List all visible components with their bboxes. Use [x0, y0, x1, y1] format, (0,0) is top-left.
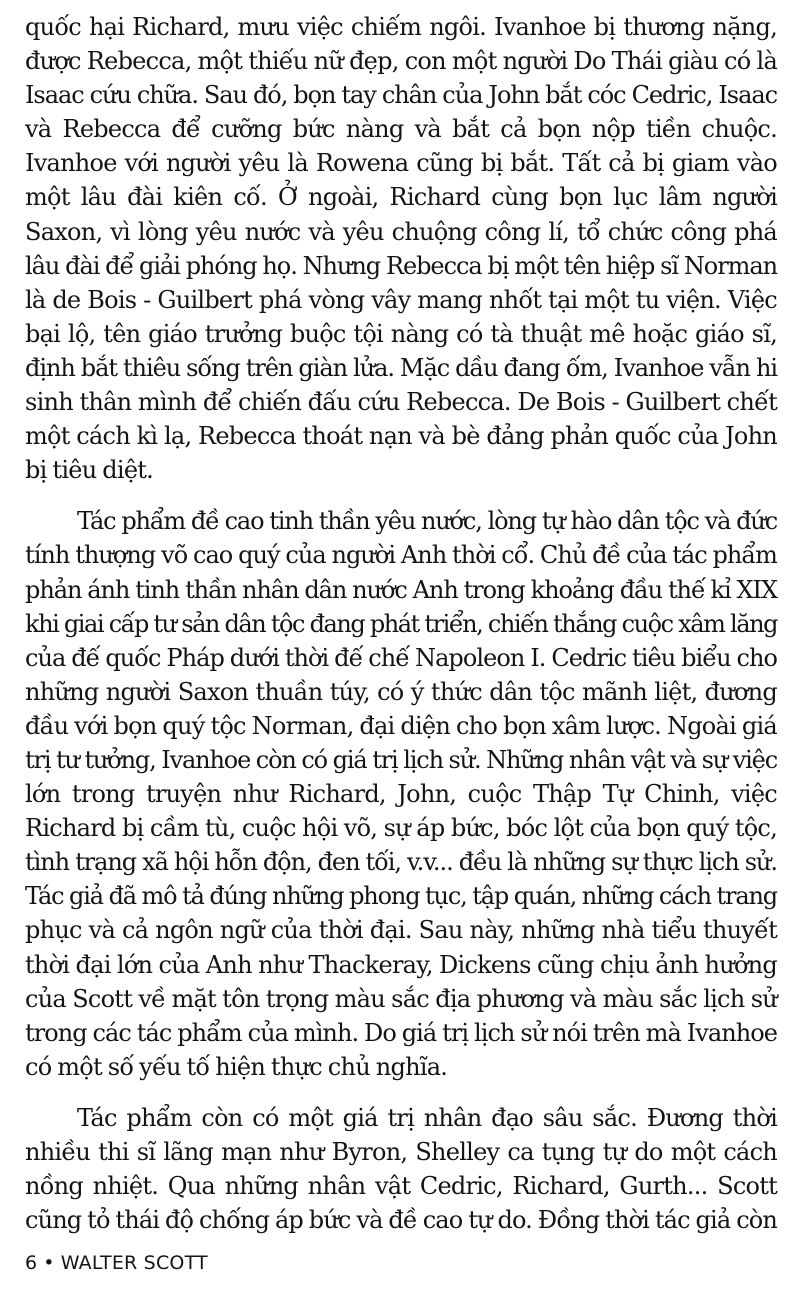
text-line: Isaac cứu chữa. Sau đó, bọn tay chân của John bắt cóc Cedric, Isaac [25, 81, 777, 110]
text-line: phục và cả ngôn ngữ của thời đại. Sau này, những nhà tiểu thuyết [25, 916, 777, 945]
text-line: là de Bois - Guilbert phá vòng vây mang nhốt tại một tu viện. Việc [25, 285, 777, 314]
text-line: khi giai cấp tư sản dân tộc đang phát triển, chiến thắng cuộc xâm lăng [25, 609, 777, 638]
paragraph-2 [25, 504, 777, 1084]
text-line: được Rebecca, một thiếu nữ đẹp, con một người Do Thái giàu có là [25, 47, 777, 76]
text-line: bị tiêu diệt. [25, 456, 154, 485]
running-title: WALTER SCOTT [60, 1252, 208, 1274]
text-line: định bắt thiêu sống trên giàn lửa. Mặc dầu đang ốm, Ivanhoe vẫn hi [25, 353, 777, 382]
paragraph-1 [25, 10, 777, 487]
text-line: Tác phẩm còn có một giá trị nhân đạo sâu sắc. Đương thời [77, 1103, 777, 1132]
text-line: có một số yếu tố hiện thực chủ nghĩa. [25, 1052, 448, 1081]
page-footer [25, 1252, 208, 1274]
text-line: một cách kì lạ, Rebecca thoát nạn và bè đảng phản quốc của John [25, 422, 777, 451]
text-line: thời đại lớn của Anh như Thackeray, Dickens cũng chịu ảnh hưởng [25, 950, 777, 979]
text-line: tính thượng võ cao quý của người Anh thời cổ. Chủ đề của tác phẩm [25, 541, 777, 570]
text-line: trị tư tưởng, Ivanhoe còn có giá trị lịch sử. Những nhân vật và sự việc [25, 745, 777, 774]
text-line: Saxon, vì lòng yêu nước và yêu chuộng công lí, tổ chức công phá [25, 217, 777, 246]
text-line: nhiều thi sĩ lãng mạn như Byron, Shelley ca tụng tự do một cách [25, 1138, 777, 1166]
text-line: Richard bị cầm tù, cuộc hội võ, sự áp bức, bóc lột của bọn quý tộc, [25, 814, 777, 843]
bullet-separator: • [43, 1252, 55, 1274]
text-line: cũng tỏ thái độ chống áp bức và đề cao tự do. Đồng thời tác giả còn [25, 1206, 777, 1235]
text-line: sinh thân mình để chiến đấu cứu Rebecca. De Bois - Guilbert chết [25, 388, 777, 417]
text-line: Tác phẩm đề cao tinh thần yêu nước, lòng tự hào dân tộc và đức [77, 507, 777, 536]
text-line: quốc hại Richard, mưu việc chiếm ngôi. Ivanhoe bị thương nặng, [25, 13, 777, 41]
text-line: nồng nhiệt. Qua những nhân vật Cedric, Richard, Gurth... Scott [25, 1172, 777, 1201]
paragraph-3 [25, 1101, 777, 1237]
text-line: trong các tác phẩm của mình. Do giá trị lịch sử nói trên mà Ivanhoe [25, 1018, 777, 1047]
text-line: và Rebecca để cưỡng bức nàng và bắt cả bọn nộp tiền chuộc. [25, 115, 777, 144]
text-line: Tác giả đã mô tả đúng những phong tục, tập quán, những cách trang [25, 882, 777, 911]
page-body [25, 10, 777, 1237]
text-line: một lâu đài kiên cố. Ở ngoài, Richard cùng bọn lục lâm người [25, 183, 777, 212]
text-line: của Scott về mặt tôn trọng màu sắc địa phương và màu sắc lịch sử [25, 984, 777, 1013]
text-line: lâu đài để giải phóng họ. Nhưng Rebecca bị một tên hiệp sĩ Norman [25, 251, 777, 280]
text-line: của đế quốc Pháp dưới thời đế chế Napoleon I. Cedric tiêu biểu cho [25, 643, 777, 672]
page-number: 6 [25, 1252, 38, 1274]
text-line: đầu với bọn quý tộc Norman, đại diện cho bọn xâm lược. Ngoài giá [25, 711, 777, 740]
text-line: tình trạng xã hội hỗn độn, đen tối, v.v... đều là những sự thực lịch sử. [25, 848, 777, 877]
text-line: bại lộ, tên giáo trưởng buộc tội nàng có tà thuật mê hoặc giáo sĩ, [25, 319, 777, 348]
text-line: Ivanhoe với người yêu là Rowena cũng bị bắt. Tất cả bị giam vào [25, 149, 777, 178]
text-line: những người Saxon thuần túy, có ý thức dân tộc mãnh liệt, đương [25, 677, 777, 706]
text-line: phản ánh tinh thần nhân dân nước Anh trong khoảng đầu thế kỉ XIX [25, 575, 777, 604]
text-line: lớn trong truyện như Richard, John, cuộc Thập Tự Chinh, việc [25, 780, 777, 809]
